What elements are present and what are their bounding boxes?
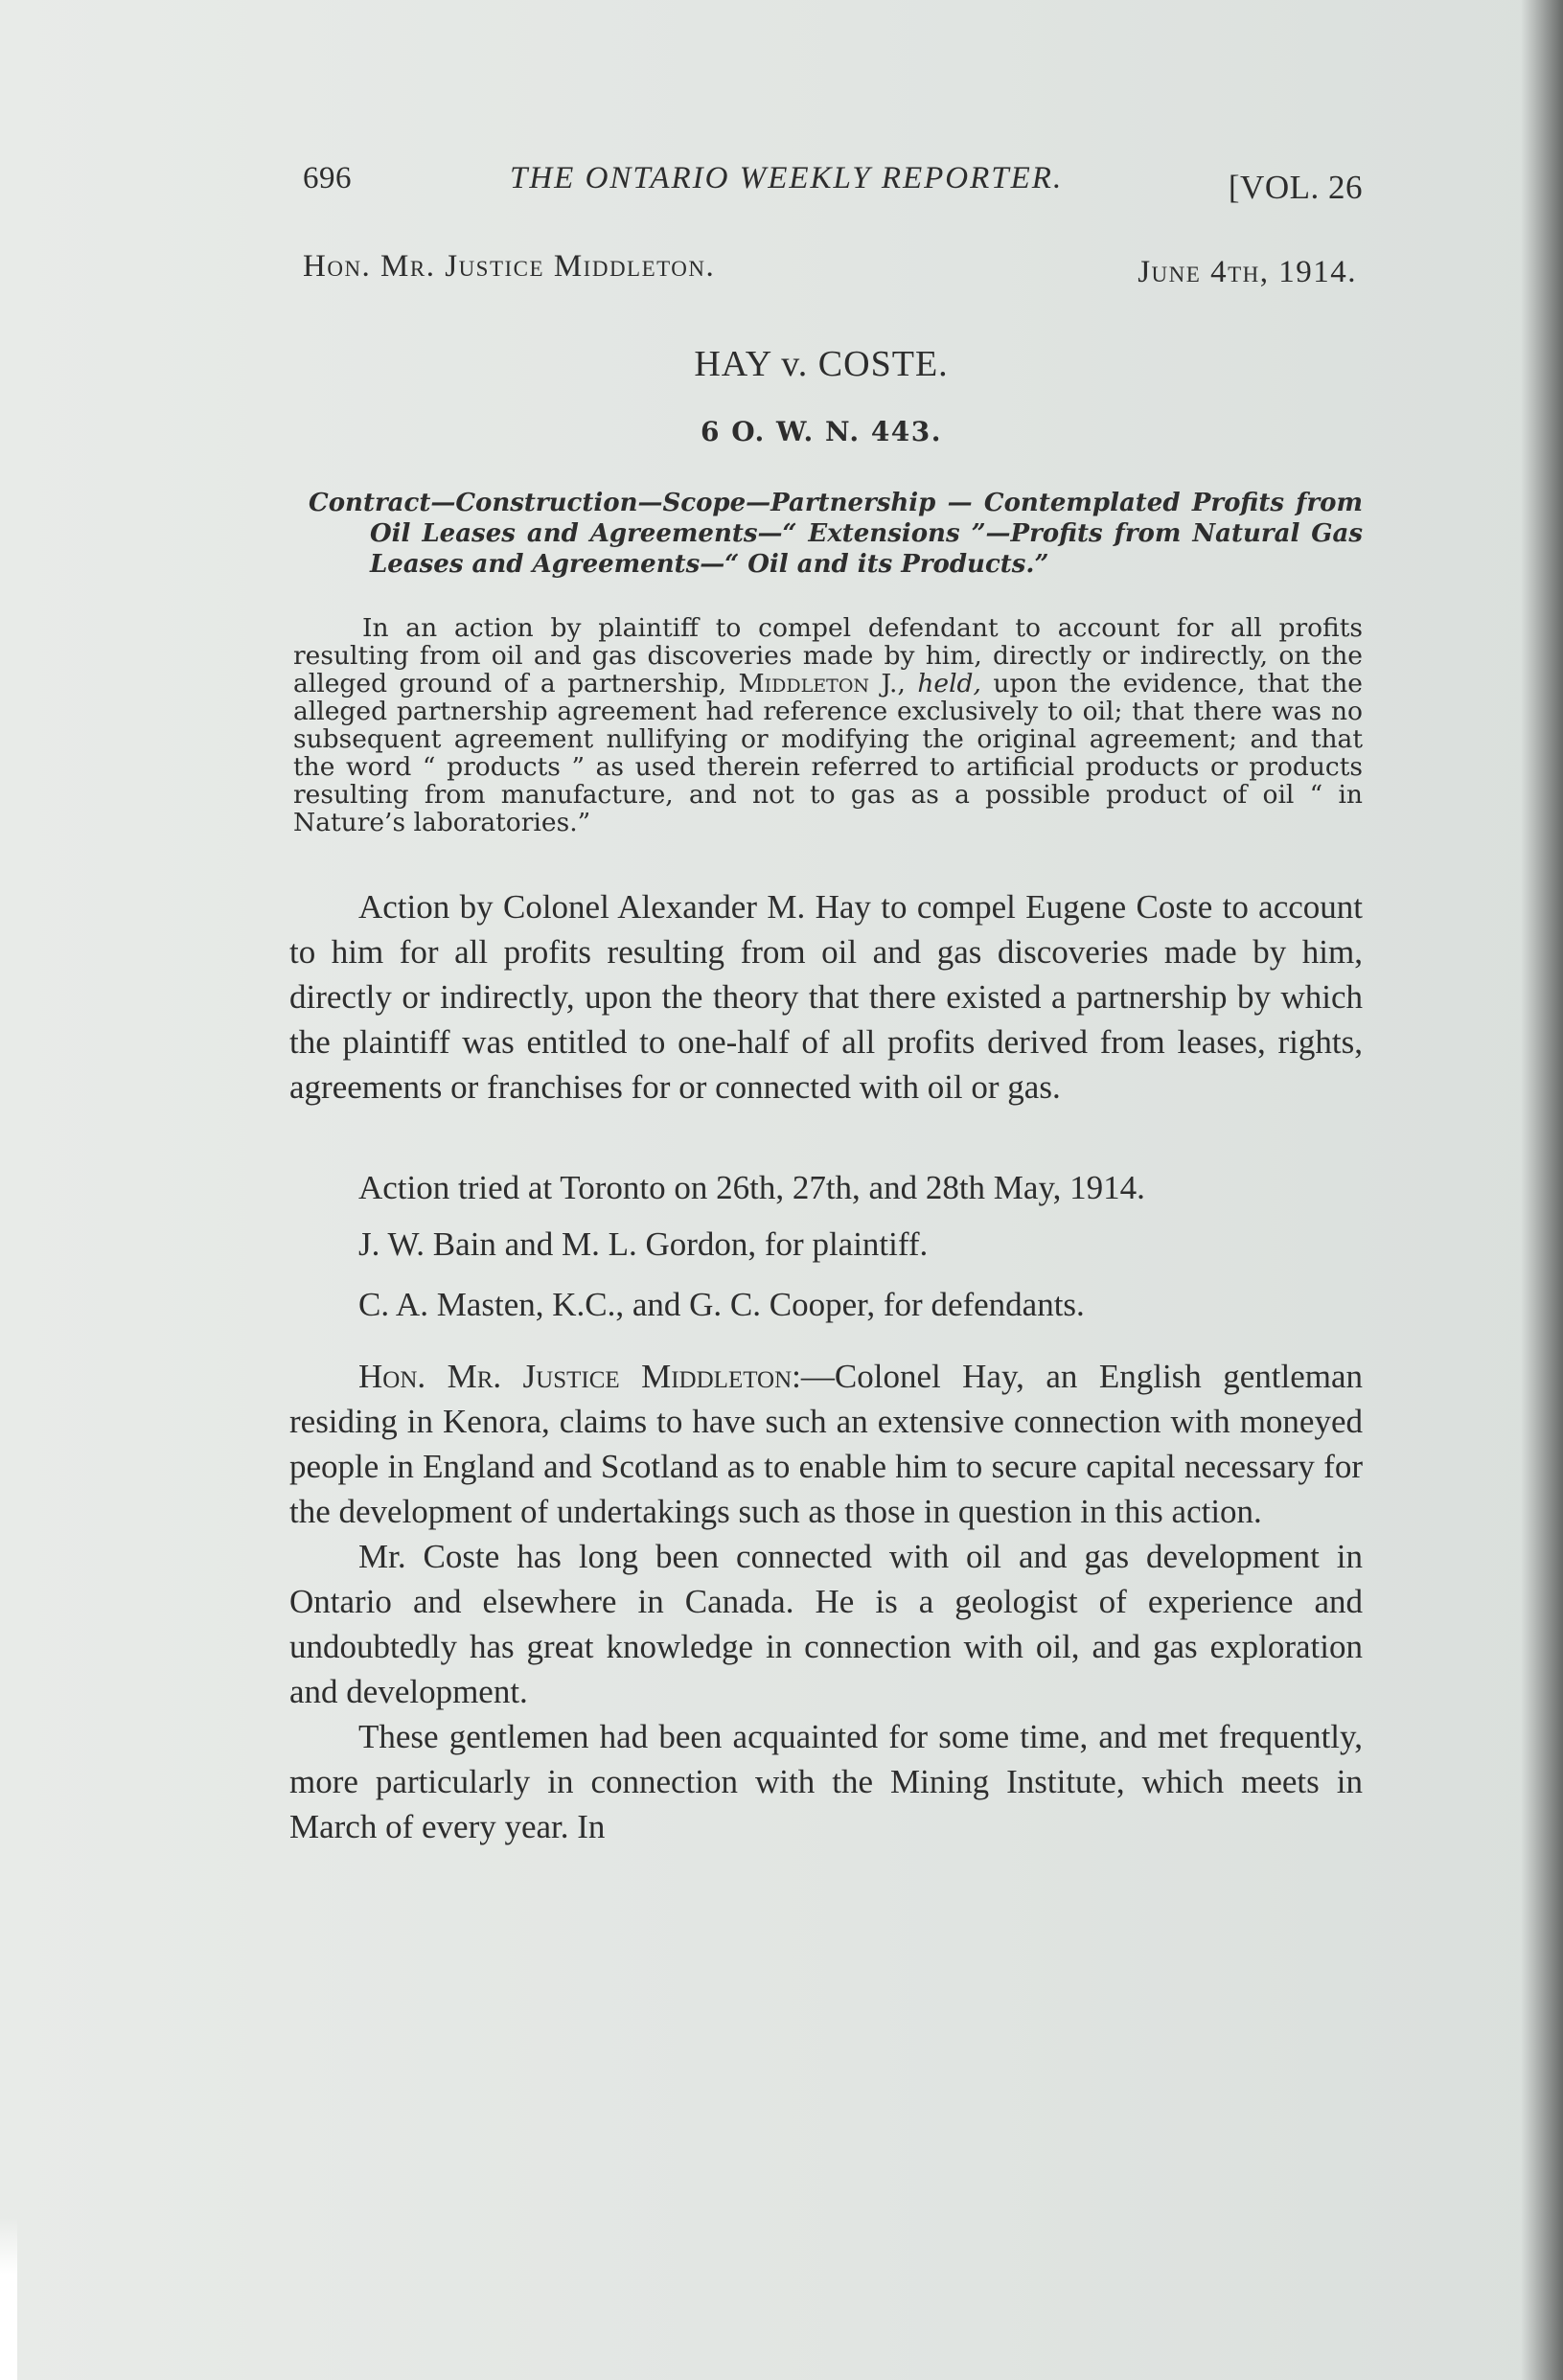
page-corner-highlight: [0, 2217, 17, 2380]
judgment-paragraph-1-text: —Colonel Hay, an English gentleman residing in Kenora, claims to have such an extensive connection with moneyed people in England and Scotland as to enable him to secure capital necessary for the development of undertakings such as those in question in this action.: [289, 1358, 1363, 1530]
section-gap: [280, 1110, 1363, 1165]
headnote: [293, 614, 1363, 836]
judge-name: Hon. Mr. Justice Middleton.: [303, 249, 716, 284]
counsel-defendants: C. A. Masten, K.C., and G. C. Cooper, for defendants.: [358, 1286, 1085, 1323]
volume-number: [VOL. 26: [1228, 169, 1363, 206]
case-citation: 6 O. W. N. 443.: [700, 416, 943, 447]
journal-title: THE ONTARIO WEEKLY REPORTER.: [510, 161, 1064, 195]
catchwords: Contract—Construction—Scope—Partnership — Contemplated Profits from Oil Leases and Agreements—“ Extensions ”—Profits from Natural Gas Leases and Agreements—“ Oil and its Products.”: [309, 489, 1363, 579]
book-binding-edge: [1521, 0, 1563, 2380]
judgment-speaker: Hon. Mr. Justice Middleton:: [358, 1358, 801, 1395]
judgment-date: June 4th, 1914.: [1138, 255, 1357, 289]
judgment-paragraph-3: These gentlemen had been acquainted for some time, and met frequently, more particularly in connection with the Mining Institute, which meets in March of every year. In: [289, 1718, 1363, 1845]
court-line: [280, 249, 1363, 333]
headnote-text-2: J.,: [869, 669, 918, 698]
judgment-paragraph-1: [289, 1354, 1363, 1534]
counsel-plaintiff: J. W. Bain and M. L. Gordon, for plaintiff.: [358, 1225, 929, 1263]
section-gap: [280, 1210, 1363, 1222]
headnote-text-3: upon the evidence, that the alleged partnership agreement had reference exclusively to oil; that there was no subsequent agreement nullifying or modifying the original agreement; and that the word “ products ” as used therein referred to artificial products or products resulting from manufacture, and not to gas as a possible product of oil “ in Nature’s laboratories.”: [293, 669, 1363, 837]
judgment-paragraph-2: Mr. Coste has long been connected with oil and gas development in Ontario and elsewhere in Canada. He is a geologist of experience and undoubtedly has great knowledge in connection with oil, and gas exploration and development.: [289, 1538, 1363, 1710]
page-content: [280, 151, 1363, 1849]
trial-paragraph: Action tried at Toronto on 26th, 27th, and 28th May, 1914.: [358, 1169, 1145, 1206]
action-paragraph: Action by Colonel Alexander M. Hay to compel Eugene Coste to account to him for all profits resulting from oil and gas discoveries made by him, directly or indirectly, upon the theory that there existed a partnership by which the plaintiff was entitled to one-half of all profits derived from leases, rights, agreements or franchises for or connected with oil or gas.: [289, 888, 1363, 1106]
headnote-judge-name: Middleton: [738, 669, 870, 698]
page-number: 696: [303, 161, 352, 195]
headnote-held: held,: [917, 669, 981, 698]
headnote-text-1: In an action by plaintiff to compel defendant to account for all profits resulting from oil and gas discoveries made by him, directly or indirectly, on the alleged ground of a partnership,: [293, 613, 1363, 698]
section-gap: [280, 1342, 1363, 1354]
running-head: [280, 151, 1363, 220]
case-title: HAY v. COSTE.: [694, 344, 949, 384]
